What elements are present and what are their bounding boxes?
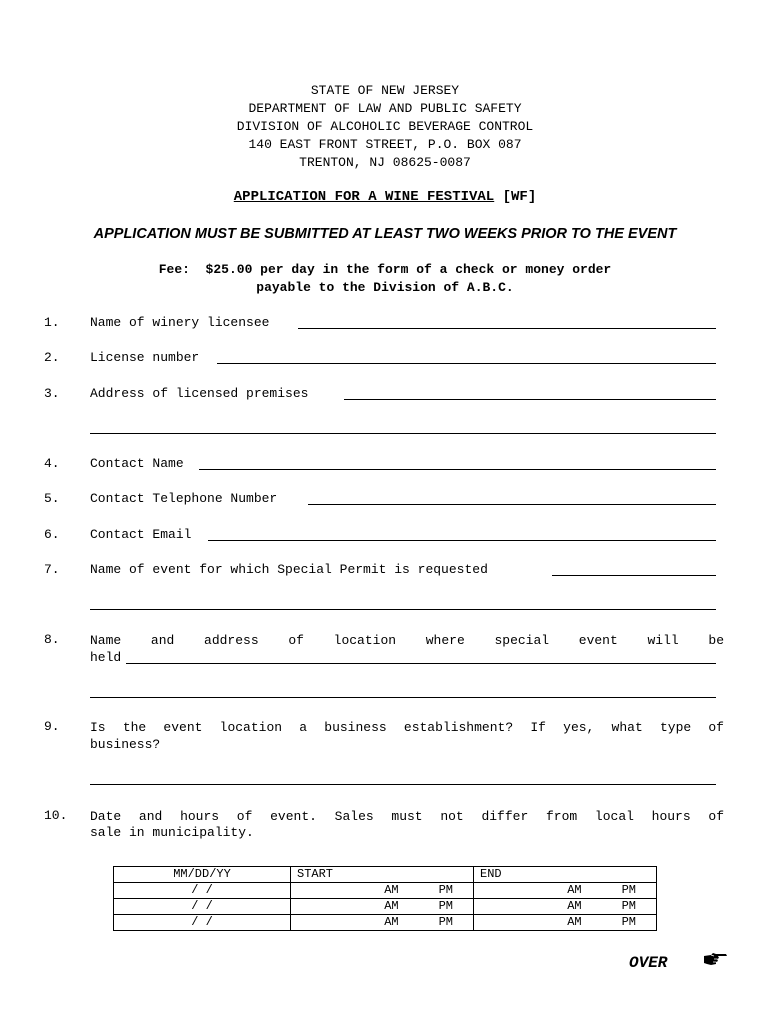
pm-option[interactable]: PM <box>621 915 636 929</box>
pm-option[interactable]: PM <box>438 883 453 897</box>
question-number: 6. <box>44 527 60 542</box>
street-address: 140 EAST FRONT STREET, P.O. BOX 087 <box>248 137 522 152</box>
contact-telephone-field[interactable] <box>308 504 716 505</box>
column-header-date: MM/DD/YY <box>114 867 291 883</box>
form-title <box>0 189 770 205</box>
am-option[interactable]: AM <box>384 915 399 929</box>
fee-line-2: payable to the Division of A.B.C. <box>256 280 514 295</box>
table-row <box>114 899 657 915</box>
fee-line-1: Fee: $25.00 per day in the form of a check or money order <box>158 262 612 277</box>
question-label-event-location <box>90 632 724 650</box>
winery-licensee-field[interactable] <box>298 328 716 329</box>
city-address: TRENTON, NJ 08625-0087 <box>299 155 471 170</box>
date-cell[interactable]: / / <box>114 899 291 915</box>
question-number: 5. <box>44 491 60 506</box>
question-number: 1. <box>44 315 60 330</box>
form-code: [WF] <box>502 189 537 205</box>
agency-name: STATE OF NEW JERSEY <box>310 83 460 98</box>
submission-notice: APPLICATION MUST BE SUBMITTED AT LEAST TWO WEEKS PRIOR TO THE EVENT <box>93 226 677 242</box>
question-text-line-1: Date and hours of event. Sales must not differ from local hours of <box>90 809 724 824</box>
question-text-line-2: business? <box>90 737 161 752</box>
licensed-premises-field-line-2[interactable] <box>90 433 716 434</box>
am-option[interactable]: AM <box>567 899 582 913</box>
licensed-premises-field[interactable] <box>344 399 716 400</box>
question-label-event-name: Name of event for which Special Permit is requested <box>90 562 488 577</box>
column-header-start: START <box>291 867 474 883</box>
table-row <box>114 915 657 931</box>
question-number: 4. <box>44 456 60 471</box>
event-name-field[interactable] <box>552 575 716 576</box>
question-text-line-1: Name and address of location where special event will be <box>90 633 724 648</box>
question-label-contact-name: Contact Name <box>90 456 184 471</box>
question-number: 9. <box>44 719 60 734</box>
question-number: 8. <box>44 632 60 647</box>
table-row <box>114 883 657 899</box>
question-label-winery-licensee: Name of winery licensee <box>90 315 270 330</box>
end-time-cell[interactable] <box>474 915 657 931</box>
pm-option[interactable]: PM <box>438 899 453 913</box>
start-time-cell[interactable] <box>291 899 474 915</box>
question-label-contact-email: Contact Email <box>90 527 192 542</box>
division-name: DIVISION OF ALCOHOLIC BEVERAGE CONTROL <box>236 119 534 134</box>
question-label-license-number: License number <box>90 350 200 365</box>
question-label-contact-telephone: Contact Telephone Number <box>90 491 278 506</box>
event-location-field[interactable] <box>126 663 716 664</box>
over-label: OVER <box>629 954 668 972</box>
license-number-field[interactable] <box>217 363 716 364</box>
start-time-cell[interactable] <box>291 883 474 899</box>
question-text-line-1: Is the event location a business establishment? If yes, what type of <box>90 720 724 735</box>
am-option[interactable]: AM <box>567 915 582 929</box>
form-title-main: APPLICATION FOR A WINE FESTIVAL <box>233 189 495 205</box>
pointing-hand-icon <box>702 951 728 967</box>
am-option[interactable]: AM <box>384 883 399 897</box>
business-type-field[interactable] <box>90 784 716 785</box>
event-location-field-line-2[interactable] <box>90 697 716 698</box>
question-number: 10. <box>44 808 68 823</box>
date-cell[interactable]: / / <box>114 883 291 899</box>
question-number: 2. <box>44 350 60 365</box>
question-number: 7. <box>44 562 60 577</box>
column-header-end: END <box>474 867 657 883</box>
question-number: 3. <box>44 386 60 401</box>
am-option[interactable]: AM <box>567 883 582 897</box>
question-text-line-2: sale in municipality. <box>90 825 254 840</box>
table-header-row <box>114 867 657 883</box>
event-name-field-line-2[interactable] <box>90 609 716 610</box>
pm-option[interactable]: PM <box>438 915 453 929</box>
contact-email-field[interactable] <box>208 540 716 541</box>
start-time-cell[interactable] <box>291 915 474 931</box>
question-label-date-hours <box>90 808 724 826</box>
am-option[interactable]: AM <box>384 899 399 913</box>
question-label-business-establishment <box>90 719 724 737</box>
question-label-licensed-premises: Address of licensed premises <box>90 386 309 401</box>
event-dates-table <box>113 866 657 931</box>
end-time-cell[interactable] <box>474 883 657 899</box>
question-text-line-2: held <box>90 650 122 665</box>
pm-option[interactable]: PM <box>621 883 636 897</box>
date-cell[interactable]: / / <box>114 915 291 931</box>
pm-option[interactable]: PM <box>621 899 636 913</box>
department-name: DEPARTMENT OF LAW AND PUBLIC SAFETY <box>248 101 522 116</box>
contact-name-field[interactable] <box>199 469 716 470</box>
end-time-cell[interactable] <box>474 899 657 915</box>
